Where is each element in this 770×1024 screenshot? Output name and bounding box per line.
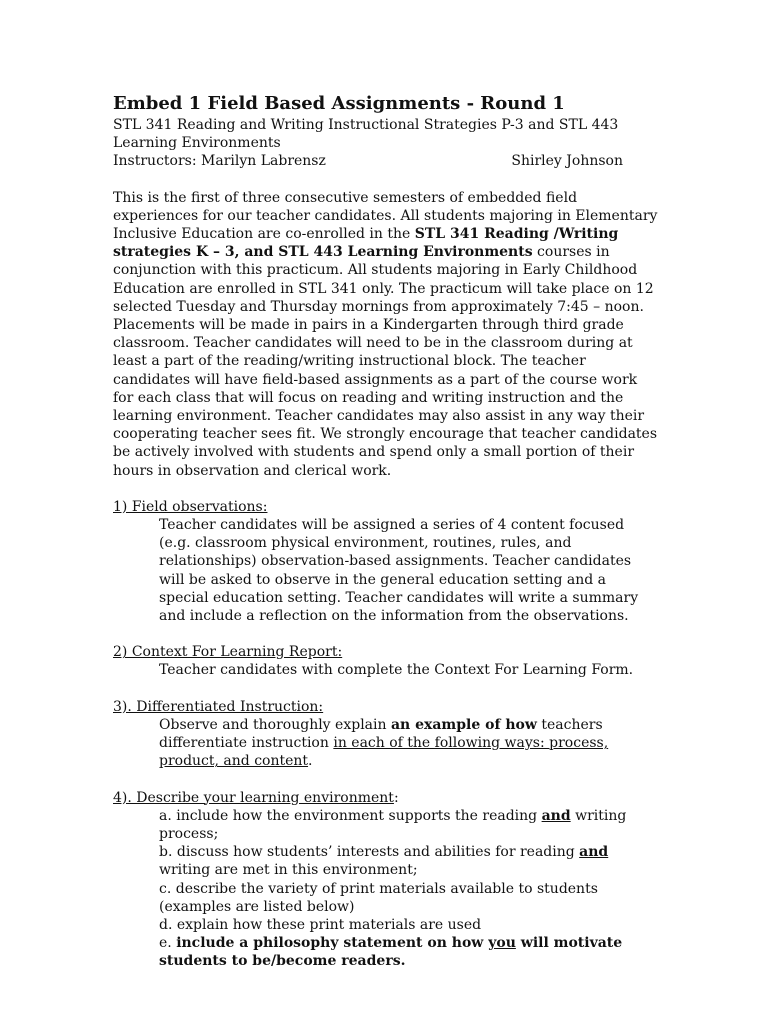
item-e-you: you: [488, 935, 516, 952]
section-3-underlined: in each of the following ways: process, product, and content: [159, 735, 609, 770]
item-b-pre: b. discuss how students’ interests and abilities for reading: [159, 844, 580, 861]
section-4-item-e: [159, 934, 658, 970]
section-2-text: Teacher candidates with complete the Context For Learning Form.: [159, 662, 634, 679]
item-a-pre: a. include how the environment supports the reading: [159, 807, 542, 824]
page-title: Embed 1 Field Based Assignments - Round 1: [113, 93, 565, 114]
section-4-heading-text: 4). Describe your learning environment: [113, 789, 394, 806]
item-e-pre: e.: [159, 935, 177, 952]
section-4-item-a: [159, 807, 658, 843]
intro-bold-courses: STL 341 Reading /Writing strategies K – 3, and STL 443 Learning Environments: [113, 226, 619, 261]
item-b-and: and: [579, 844, 609, 861]
section-3-text-pre: Observe and thoroughly explain: [159, 716, 391, 733]
section-2-body: [159, 661, 658, 679]
section-4-item-c: c. describe the variety of print materials available to students (examples are listed below): [159, 880, 598, 915]
intro-text-1: This is the first of three consecutive semesters of embedded field experiences for our teacher candidates. All students majoring in Elementary Inclusive Education are co-enrolled in the: [113, 189, 658, 243]
instructors-label: Instructors: Marilyn Labrensz: [113, 153, 326, 170]
section-1-body: [159, 516, 658, 625]
intro-paragraph: [113, 189, 658, 480]
document-page: [113, 92, 658, 971]
instructors-line: [113, 152, 623, 170]
item-a-and: and: [541, 807, 571, 824]
item-e-bold-2: will motivate students to be/become readers.: [159, 935, 623, 970]
section-3-text-end: .: [308, 753, 313, 770]
section-4-body: [159, 807, 658, 971]
section-3-text-mid: teachers differentiate instruction: [159, 716, 603, 752]
section-4-item-b: [159, 843, 658, 879]
section-3-body: [159, 716, 658, 771]
item-e-bold-1: include a philosophy statement on how: [176, 935, 489, 952]
intro-text-2: courses in conjunction with this practicum. All students majoring in Early Childhood Education are enrolled in STL 341 only. The practicum will take place on 12 selected Tuesday and Thursday mornings from approximately 7:45 – noon. Placements will be made in pairs in a Kindergarten through third grade classroom. Teacher candidates will need to be in the classroom during at least a part of the reading/writing instructional block. The teacher candidates will have field-based assignments as a part of the course work for each class that will focus on reading and writing instruction and the learning environment. Teacher candidates may also assist in any way their cooperating teacher sees fit. We strongly encourage that teacher candidates be actively involved with students and spend only a small portion of their hours in observation and clerical work.: [113, 244, 658, 479]
section-1-heading: 1) Field observations:: [113, 498, 268, 515]
section-4-heading: [113, 789, 658, 807]
item-b-post: writing are met in this environment;: [159, 862, 418, 879]
section-4-item-d: d. explain how these print materials are used: [159, 916, 482, 933]
section-3-heading: 3). Differentiated Instruction:: [113, 698, 324, 715]
course-subtitle: STL 341 Reading and Writing Instructional Strategies P-3 and STL 443 Learning Environments: [113, 117, 619, 152]
instructor-second: Shirley Johnson: [511, 153, 623, 170]
item-a-post: writing process;: [159, 807, 627, 842]
section-4-heading-colon: :: [393, 789, 399, 806]
section-2-heading: 2) Context For Learning Report:: [113, 644, 343, 661]
section-3-bold: an example of how: [390, 716, 537, 733]
section-1-text: Teacher candidates will be assigned a series of 4 content focused (e.g. classroom physical environment, routines, rules, and relationships) observation-based assignments. Teacher candidates will be asked to observe in the general education setting and a special education setting. Teacher candidates will write a summary and include a reflection on the information from the observations.: [159, 517, 639, 625]
section-3-text: [159, 716, 658, 771]
